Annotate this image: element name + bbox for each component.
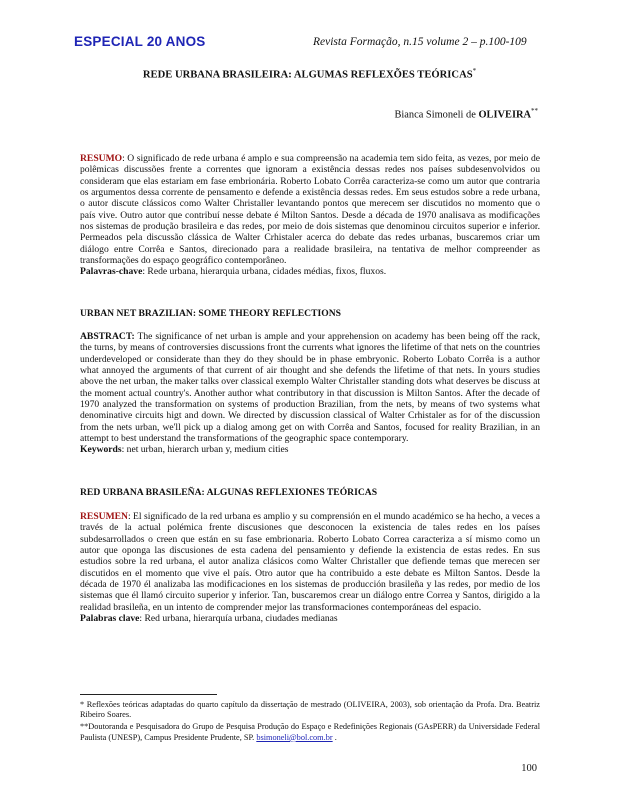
english-title-heading: URBAN NET BRAZILIAN: SOME THEORY REFLECTIONS <box>80 308 341 319</box>
article-title-text: REDE URBANA BRASILEIRA: ALGUMAS REFLEXÕES TEÓRICAS <box>142 69 473 81</box>
resumo-text: : O significado de rede urbana é amplo e sua compreensão na academia tem sido feita, as vezes, por meio de polêmicas discussões frente a correntes que ignoram a existência dessas redes nos países subdesenvolvidos ou consideram que elas estariam em fase embrionária. Roberto Lobato Corrêa caracteriza-se como um autor que contraria os argumentos dessa corrente de pensamento e defende a existência dessas redes. Em seus estudos sobre a rede urbana, o autor discute clássicos como Walter Christaller levantando pontos que merecem ser discutidos no momento que o país vive. Outro autor que contribuí nesse debate é Milton Santos. Desde a década de 1970 analisava as modificações nos sistemas de produção brasileira e das redes, por meio de dois sistemas que denominou circuitos superior e inferior. Permeados pela discussão clássica de Walter Crhistaler acerca do debate das redes urbanas, buscaremos criar um diálogo entre Corrêa e Santos, direcionado para a realidade brasileira, na tentativa de melhor compreender as transformações do espaço geográfico contemporâneo. <box>80 153 540 267</box>
keywords-label: Keywords <box>80 444 122 456</box>
title-footnote-mark: * <box>472 67 477 75</box>
footnote-divider <box>80 694 217 695</box>
resumen-section <box>80 511 540 624</box>
abstract-section <box>80 331 540 456</box>
page-number: 100 <box>521 763 537 774</box>
resumen-paragraph <box>80 511 540 613</box>
footnote-2-text: **Doutoranda e Pesquisadora do Grupo de Pesquisa Produção do Espaço e Redefinições Regionais (GAsPERR) da Universidade Federal Paulista (UNESP), Campus Presidente Prudente, SP. <box>80 722 540 742</box>
palavras-chave-text: : Rede urbana, hierarquia urbana, cidades médias, fixos, fluxos. <box>142 266 387 278</box>
palavras-chave-label: Palavras-chave <box>80 266 143 278</box>
special-edition-label: ESPECIAL 20 ANOS <box>74 34 206 49</box>
author-footnote-mark: ** <box>531 107 538 115</box>
author-line <box>394 107 538 120</box>
resumen-text: : El significado de la red urbana es amplio y su comprensión en el mundo académico se ha hecho, a veces a través de la actual polémica frente discusiones que desconocen la existencia de tales redes en los países subdesarrollados o creen que están en su fase embrionaria. Roberto Lobato Correa caracteriza a sí mismo como un autor que oponga las discusiones de esta cadena del pensamiento y defiende la existencia de estas redes. En sus estudios sobre la red urbana, el autor analiza clásicos como Walter Christaller que defiende temas que merecen ser discutidos en el momento que vive el país. Otro autor que ha contribuido a este debate es Milton Santos. Desde la década de 1970 él analizaba las modificaciones en los sistemas de producción brasileña y las redes, por medio de los sistemas que él llamó circuito superior y inferior. Tan, buscaremos crear un diálogo entre Correa y Santos, dirigido a la realidad brasileña, en un intento de comprender mejor las transformaciones contemporáneas del espacio. <box>80 511 540 613</box>
abstract-label: ABSTRACT: <box>80 331 135 342</box>
footnote-2 <box>80 722 540 742</box>
resumo-section <box>80 153 540 278</box>
resumo-label: RESUMO <box>80 153 123 164</box>
resumen-label: RESUMEN <box>80 511 128 522</box>
footnote-2-end: . <box>332 732 337 742</box>
author-last-name: OLIVEIRA <box>478 109 531 121</box>
palabras-clave-text: : Red urbana, hierarquía urbana, ciudades medianas <box>139 613 338 625</box>
palabras-clave-label: Palabras clave <box>80 613 140 625</box>
footnote-1: * Reflexões teóricas adaptadas do quarto capítulo da dissertação de mestrado (OLIVEIRA, 2003), sob orientação da Profa. Dra. Beatriz Ribeiro Soares. <box>80 700 540 720</box>
article-title <box>74 67 545 81</box>
author-first-name: Bianca Simoneli de <box>394 109 479 121</box>
keywords <box>80 444 540 455</box>
author-email-link[interactable]: bsimoneli@bol.com.br <box>256 732 333 742</box>
palavras-chave <box>80 266 540 277</box>
spanish-title-heading: RED URBANA BRASILEÑA: ALGUNAS REFLEXIONES TEÓRICAS <box>80 487 378 498</box>
abstract-paragraph <box>80 331 540 444</box>
footnotes <box>80 700 540 745</box>
keywords-text: : net urban, hierarch urban y, medium cities <box>121 444 289 456</box>
palabras-clave <box>80 613 540 624</box>
resumo-paragraph <box>80 153 540 266</box>
abstract-text: The significance of net urban is ample and your apprehension on academy has been being off the rack, the turns, by means of controversies discussions front the currents what ignores the lifetime of that nets on the countries underdeveloped or considerate than they do they should be in phase embryonic. Roberto Lobato Corrêa is a author what annoyed the arguments of that current of air thought and she defends the lifetime of that nets. In yours studies above the net urban, the maker talks over classical exemplo Walter Christaller standing dots what deserves be discuss at the moment actual country's. Another author what contributory in that discussion is Milton Santos. After the decade of 1970 analyzed the transformation on systems of production Brazilian, from the nets, by means of two systems what denominative circuits higt and down. We directed by discussion classical of Walter Crhistaler as for of the discussion from the nets urban, we'll pick up a dialog among get on with Corrêa and Santos, focused for reality Brazilian, in an attempt to best understand the transformations of the geographic space contemporary. <box>80 331 540 445</box>
journal-citation: Revista Formação, n.15 volume 2 – p.100-109 <box>313 36 527 48</box>
